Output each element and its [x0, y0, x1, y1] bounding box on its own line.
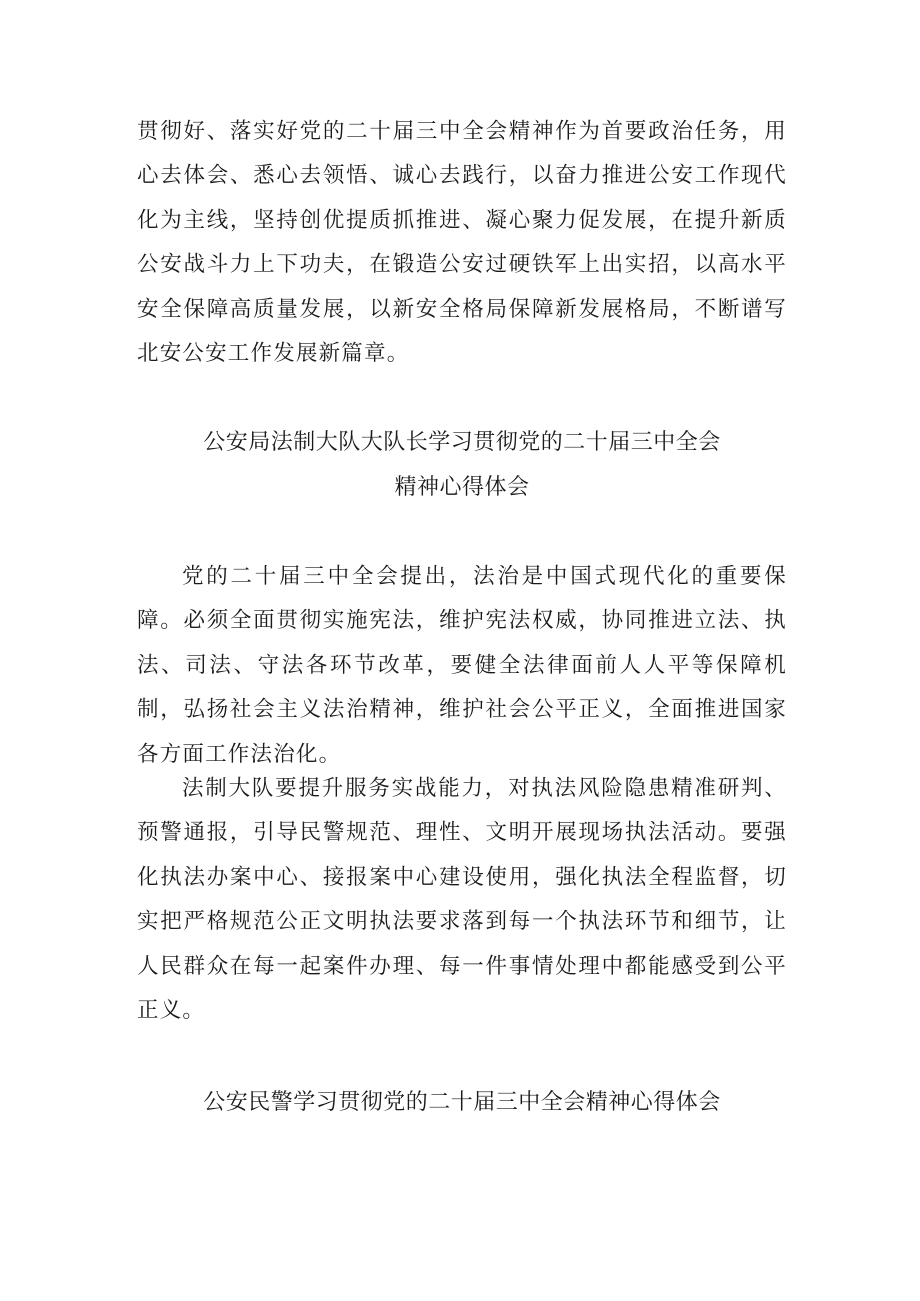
section-title	[137, 420, 787, 510]
section-title-line-2: 精神心得体会	[394, 475, 530, 500]
next-section-title: 公安民警学习贯彻党的二十届三中全会精神心得体会	[203, 1090, 721, 1115]
continuation-paragraph: 贯彻好、落实好党的二十届三中全会精神作为首要政治任务，用心去体会、悉心去领悟、诚心去践行，以奋力推进公安工作现代化为主线，坚持创优提质抓推进、凝心聚力促发展，在提升新质公安战斗力上下功夫，在锻造公安过硬铁军上出实招，以高水平安全保障高质量发展，以新安全格局保障新发展格局，不断谱写北安公安工作发展新篇章。	[137, 119, 787, 367]
section-title-line-1: 公安局法制大队大队长学习贯彻党的二十届三中全会	[203, 430, 721, 455]
body-paragraph-1: 党的二十届三中全会提出，法治是中国式现代化的重要保障。必须全面贯彻实施宪法，维护宪法权威，协同推进立法、执法、司法、守法各环节改革，要健全法律面前人人平等保障机制，弘扬社会主义法治精神，维护社会公平正义，全面推进国家各方面工作法治化。	[137, 564, 787, 767]
body-paragraph-2: 法制大队要提升服务实战能力，对执法风险隐患精准研判、预警通报，引导民警规范、理性、文明开展现场执法活动。要强化执法办案中心、接报案中心建设使用，强化执法全程监督，切实把严格规范公正文明执法要求落到每一个执法环节和细节，让人民群众在每一起案件办理、每一件事情处理中都能感受到公平正义。	[137, 776, 787, 1024]
